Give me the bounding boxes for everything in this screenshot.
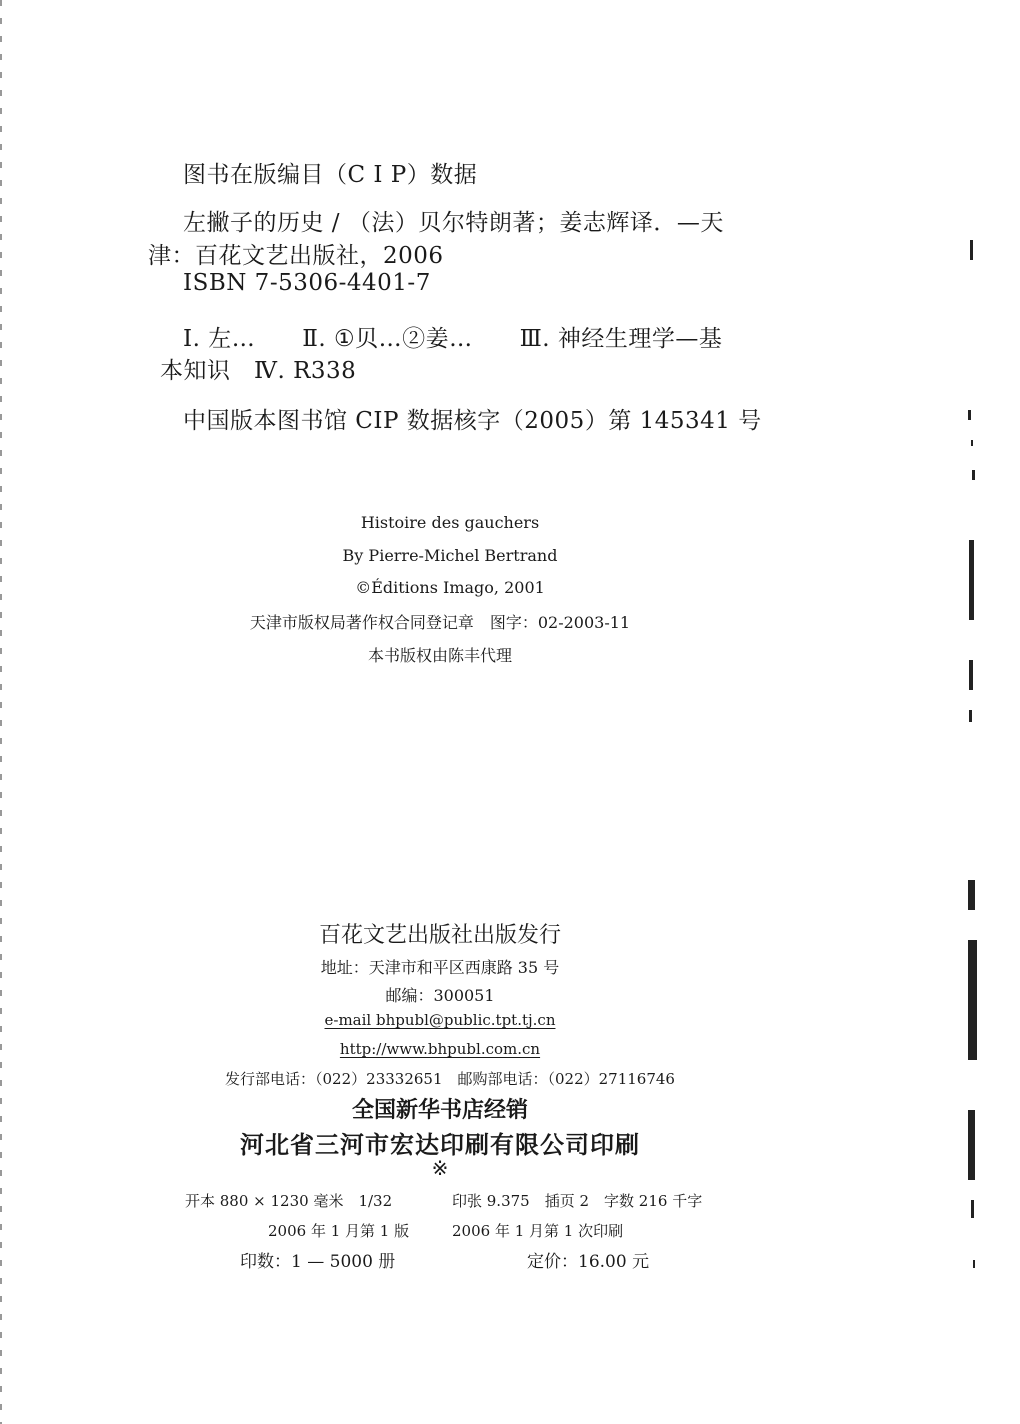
- publisher-email: [0, 1011, 880, 1029]
- spec-price: 定价：16.00 元: [527, 1252, 650, 1272]
- website-link[interactable]: http://www.bhpubl.com.cn: [339, 1040, 541, 1058]
- publisher-address: 地址：天津市和平区西康路 35 号: [320, 958, 560, 977]
- scan-edge-left: [0, 0, 2, 1424]
- original-author: By Pierre-Michel Bertrand: [342, 546, 558, 565]
- printer: 河北省三河市宏达印刷有限公司印刷: [240, 1130, 640, 1159]
- original-copyright: ©Éditions Imago, 2001: [355, 578, 545, 597]
- cip-subject-line2: 本知识 Ⅳ. R338: [160, 358, 357, 384]
- spec-printing: 2006 年 1 月第 1 次印刷: [452, 1222, 624, 1240]
- cip-isbn: ISBN 7-5306-4401-7: [183, 270, 431, 296]
- cip-number: 中国版本图书馆 CIP 数据核字（2005）第 145341 号: [183, 408, 762, 434]
- distributor: 全国新华书店经销: [351, 1097, 528, 1123]
- spec-format: 开本 880 × 1230 毫米 1/32: [185, 1192, 393, 1210]
- cip-subject-line1: Ⅰ. 左… Ⅱ. ①贝…②姜… Ⅲ. 神经生理学—基: [183, 326, 723, 352]
- rights-agent: 本书版权由陈丰代理: [367, 646, 512, 665]
- separator-mark: ※: [431, 1156, 449, 1180]
- original-title: Histoire des gauchers: [360, 513, 540, 532]
- cip-entry-line1: 左撇子的历史 / （法）贝尔特朗著；姜志辉译．—天: [183, 210, 724, 236]
- copyright-registration: 天津市版权局著作权合同登记章 图字：02-2003-11: [249, 613, 631, 632]
- cip-heading: 图书在版编目（C I P）数据: [183, 162, 478, 188]
- publisher-name: 百花文艺出版社出版发行: [318, 923, 561, 948]
- publisher-postcode: 邮编：300051: [385, 986, 495, 1005]
- spec-print-run: 印数：1 — 5000 册: [240, 1252, 396, 1272]
- publisher-website: [0, 1040, 880, 1058]
- cip-entry-line2: 津：百花文艺出版社，2006: [148, 243, 444, 269]
- publisher-phones: 发行部电话：（022）23332651 邮购部电话：（022）27116746: [225, 1070, 675, 1088]
- email-link[interactable]: e-mail bhpubl@public.tpt.tj.cn: [324, 1011, 556, 1029]
- scan-artifact-right: [960, 240, 990, 1400]
- spec-edition: 2006 年 1 月第 1 版: [268, 1222, 410, 1240]
- spec-sheets: 印张 9.375 插页 2 字数 216 千字: [452, 1192, 703, 1210]
